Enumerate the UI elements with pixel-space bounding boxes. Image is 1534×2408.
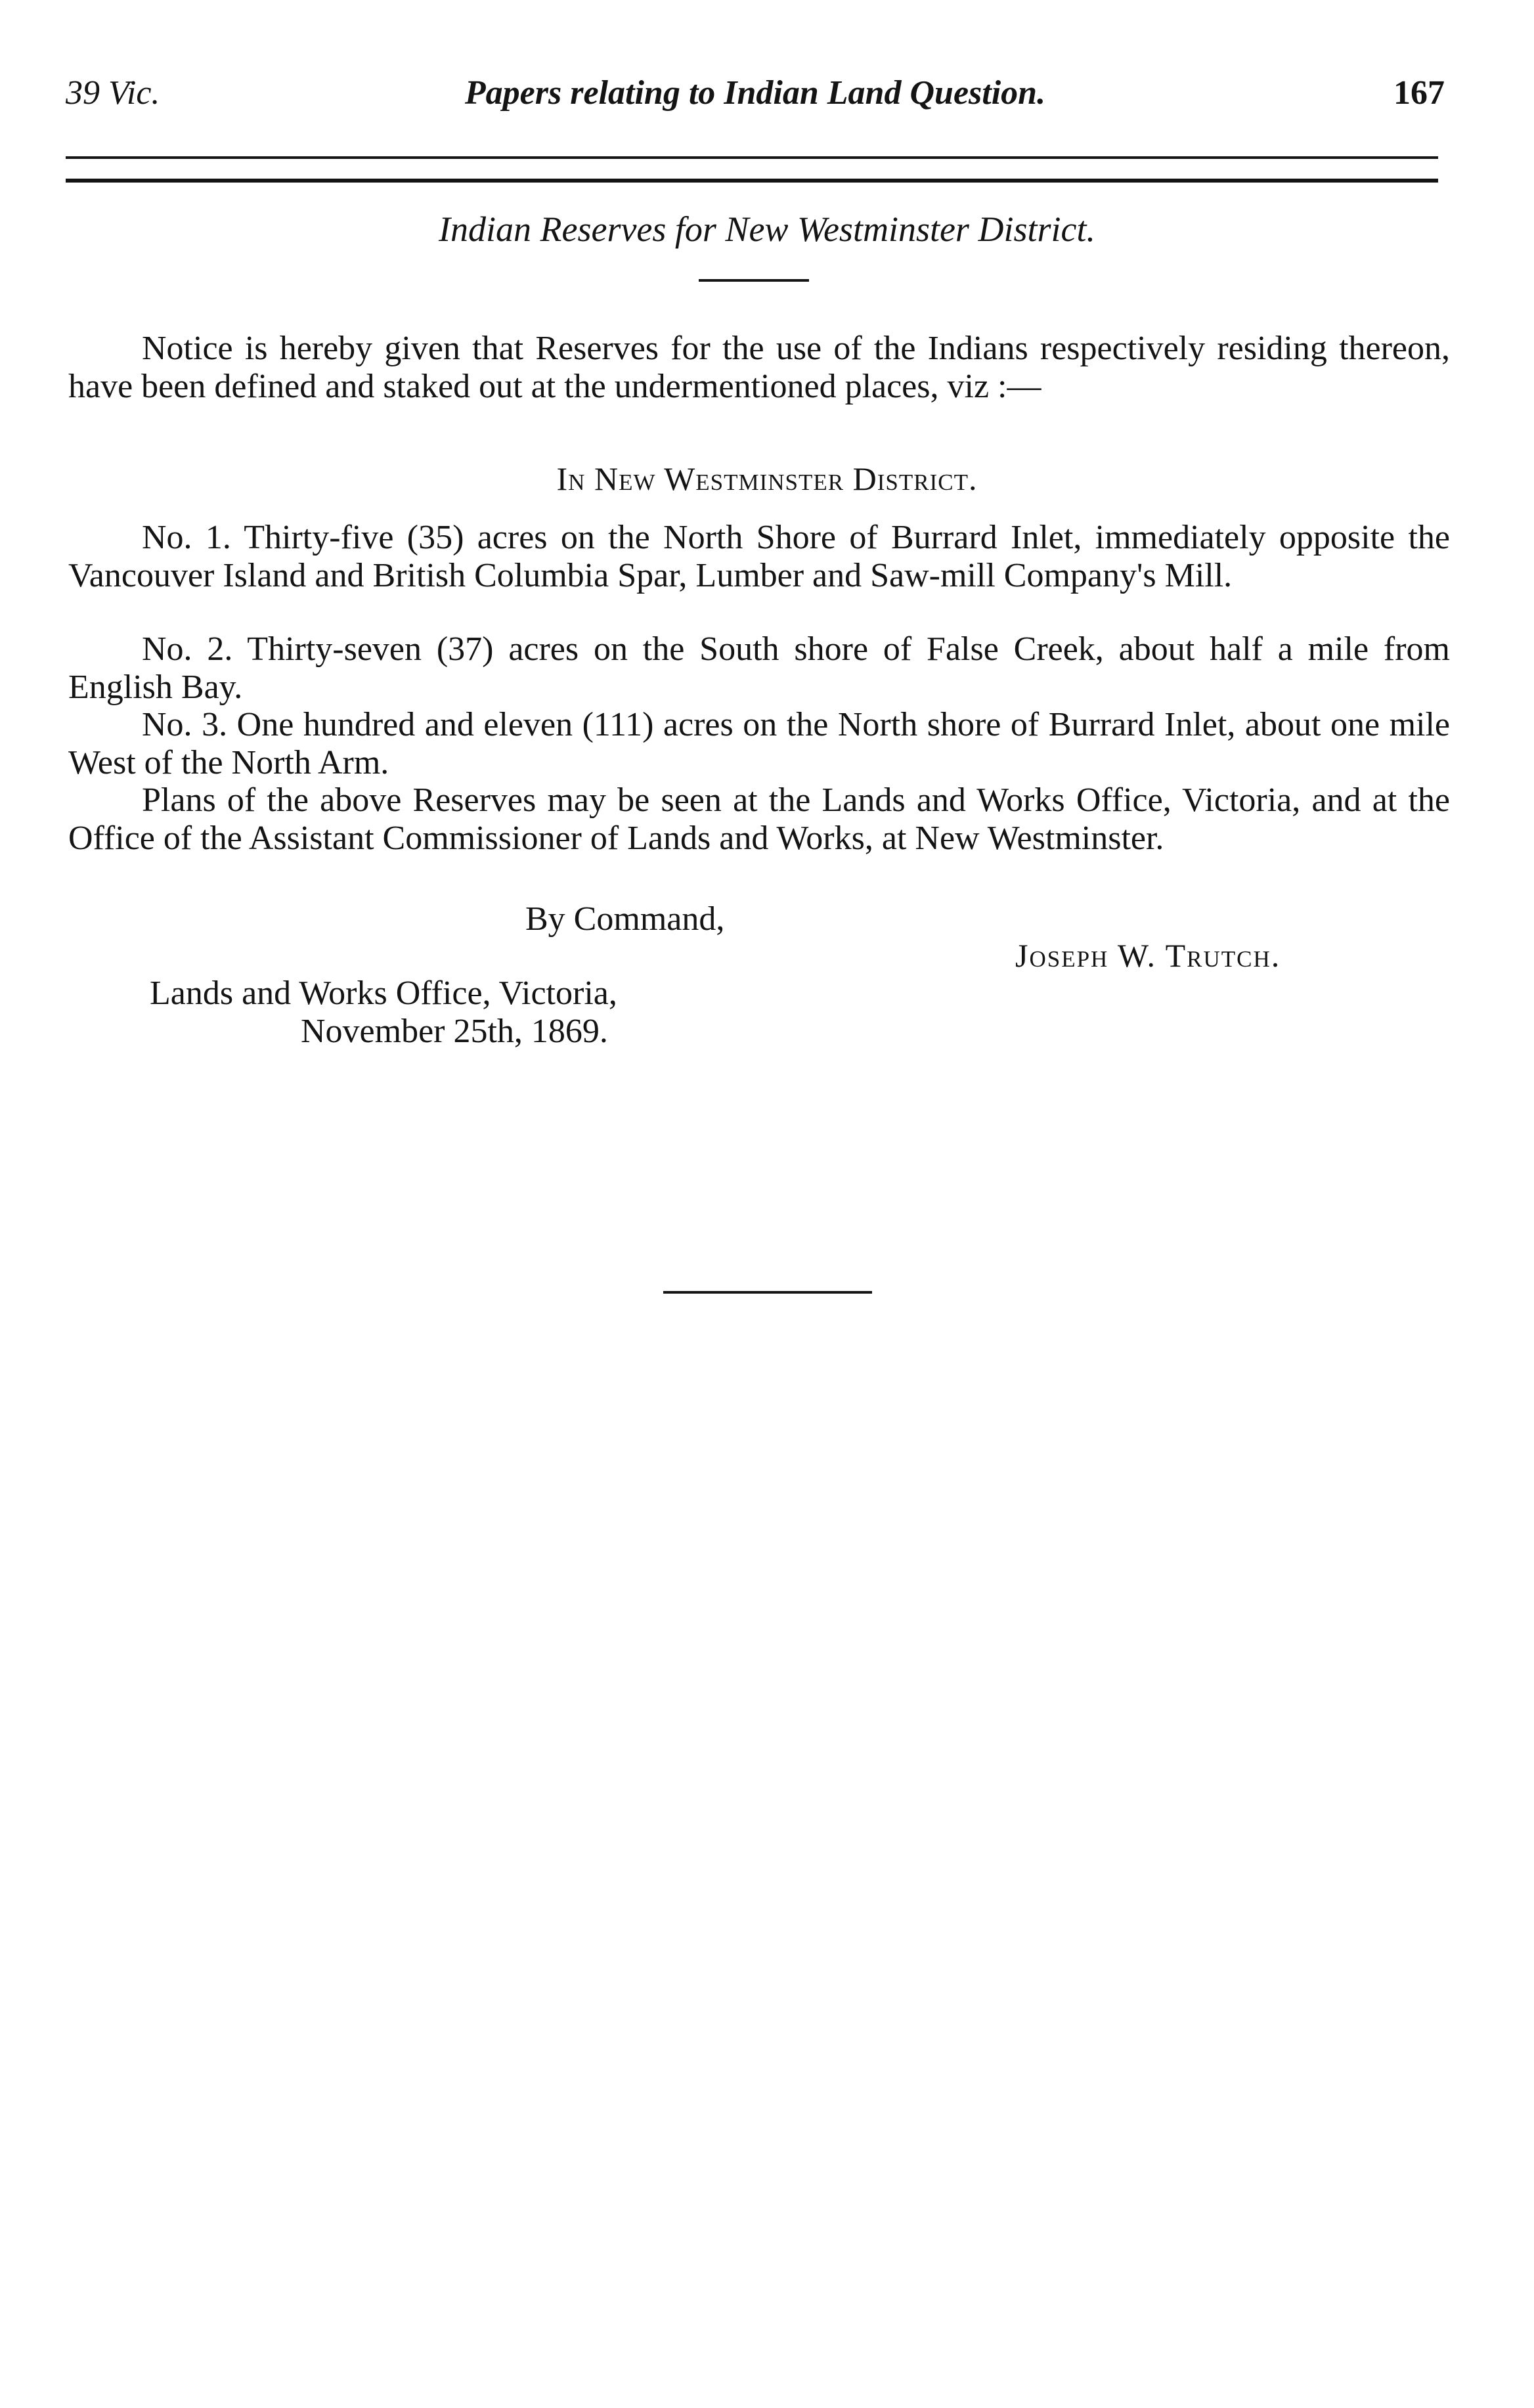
plans-paragraph: Plans of the above Reserves may be seen at the Lands and Works Office, Victoria, and at the Office of the Assistant Commissioner of Lands and Works, at New Westminster. [68, 781, 1450, 857]
running-title: Papers relating to Indian Land Question. [464, 74, 1046, 112]
regnal-year: 39 Vic. [66, 74, 160, 112]
reserve-item-3: No. 3. One hundred and eleven (111) acres on the North shore of Burrard Inlet, about one mile West of the North Arm. [68, 706, 1450, 781]
district-heading: In New Westminster District. [556, 460, 978, 497]
signatory-name: Joseph W. Trutch. [1015, 937, 1281, 974]
section-title: Indian Reserves for New Westminster District. [439, 209, 1095, 249]
office-and-date [150, 974, 617, 1051]
reserve-item-2: No. 2. Thirty-seven (37) acres on the South shore of False Creek, about half a mile from English Bay. [68, 630, 1450, 706]
page-number: 167 [1393, 74, 1445, 112]
reserve-item-1: No. 1. Thirty-five (35) acres on the North Shore of Burrard Inlet, immediately opposite the Vancouver Island and British Columbia Spar, Lumber and Saw-mill Company's Mill. [68, 519, 1450, 594]
running-header [66, 74, 1445, 126]
title-divider [699, 279, 809, 282]
end-divider [663, 1291, 872, 1294]
header-rule-thin [66, 156, 1438, 159]
notice-date: November 25th, 1869. [301, 1013, 608, 1050]
by-command: By Command, [525, 900, 725, 938]
office-location: Lands and Works Office, Victoria, [150, 974, 617, 1012]
notice-paragraph: Notice is hereby given that Reserves for the use of the Indians respectively residing thereon, have been defined and staked out at the undermentioned places, viz :— [68, 330, 1450, 405]
header-rule-thick [66, 179, 1438, 183]
